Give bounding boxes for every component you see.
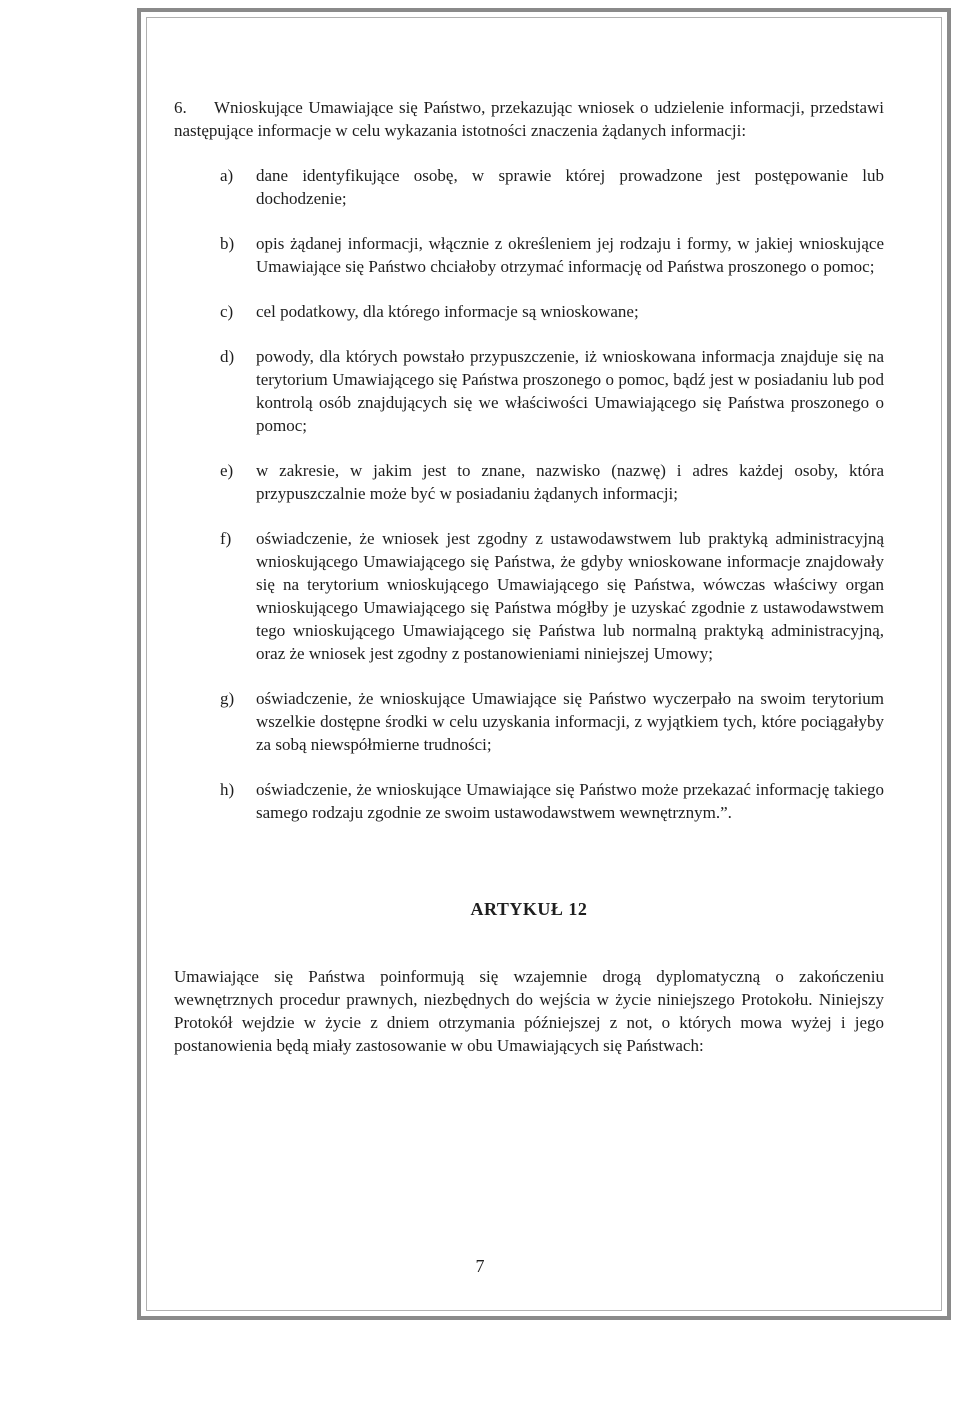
document-body: [174, 96, 884, 1057]
paragraph-number: 6.: [174, 98, 187, 117]
list-item-f: [174, 527, 884, 665]
list-item-text: opis żądanej informacji, włącznie z określeniem jej rodzaju i formy, w jakiej wnioskujące Umawiające się Państwo chciałoby otrzymać informację od Państwa proszonego o pomoc;: [256, 234, 884, 276]
list-item-text: oświadczenie, że wniosek jest zgodny z ustawodawstwem lub praktyką administracyjną wnioskującego Umawiającego się Państwa, że gdyby wnioskowane informacje znajdowały się na terytorium wnioskującego Umawiającego się Państwa, wówczas właściwy organ wnioskującego Umawiającego się Państwa mógłby je uzyskać zgodnie z ustawodawstwem tego wnioskującego Umawiającego się Państwa lub normalną praktyką administracyjną, oraz że wniosek jest zgodny z postanowieniami niniejszej Umowy;: [256, 529, 884, 663]
list-item-text: dane identyfikujące osobę, w sprawie której prowadzone jest postępowanie lub dochodzenie;: [256, 166, 884, 208]
closing-paragraph: Umawiające się Państwa poinformują się wzajemnie drogą dyplomatyczną o zakończeniu wewnętrznych procedur prawnych, niezbędnych do wejścia w życie niniejszego Protokołu. Niniejszy Protokół wejdzie w życie z dniem otrzymania późniejszej z not, o których mowa wyżej i jego postanowienia będą miały zastosowanie w obu Umawiających się Państwach:: [174, 967, 884, 1055]
list-item-b: [174, 232, 884, 278]
list-item-text: oświadczenie, że wnioskujące Umawiające się Państwo wyczerpało na swoim terytorium wszelkie dostępne środki w celu uzyskania informacji, z wyjątkiem tych, które pociągałyby za sobą niewspółmierne trudności;: [256, 689, 884, 754]
page-number: 7: [475, 1256, 485, 1276]
list-item-text: cel podatkowy, dla którego informacje są wnioskowane;: [256, 302, 639, 321]
list-item-letter: f): [220, 529, 232, 548]
list-item-letter: e): [220, 461, 234, 480]
list-item-letter: c): [220, 302, 234, 321]
paragraph-6: [174, 96, 884, 142]
list-item-letter: b): [220, 234, 235, 253]
paragraph-text: Wnioskujące Umawiające się Państwo, przekazując wniosek o udzielenie informacji, przedstawi następujące informacje w celu wykazania istotności znaczenia żądanych informacji:: [174, 98, 884, 140]
article-heading: ARTYKUŁ 12: [470, 899, 588, 919]
list-item-letter: h): [220, 780, 235, 799]
list-item-h: [174, 778, 884, 824]
list-item-c: [174, 300, 884, 323]
list-item-d: [174, 345, 884, 437]
list-item-text: powody, dla których powstało przypuszczenie, iż wnioskowana informacja znajduje się na terytorium Umawiającego się Państwa proszonego o pomoc, bądź jest w posiadaniu lub pod kontrolą osób znajdujących się we właściwości Umawiającego się Państwa proszonego o pomoc;: [256, 347, 884, 435]
list-item-a: [174, 164, 884, 210]
list-item-text: w zakresie, w jakim jest to znane, nazwisko (nazwę) i adres każdej osoby, która przypuszczalnie może być w posiadaniu żądanych informacji;: [256, 461, 884, 503]
list-item-e: [174, 459, 884, 505]
list-item-g: [174, 687, 884, 756]
list-item-letter: a): [220, 166, 234, 185]
list-item-letter: d): [220, 347, 235, 366]
list-item-letter: g): [220, 689, 235, 708]
list-item-text: oświadczenie, że wnioskujące Umawiające się Państwo może przekazać informację takiego samego rodzaju zgodnie ze swoim ustawodawstwem wewnętrznym.”.: [256, 780, 884, 822]
